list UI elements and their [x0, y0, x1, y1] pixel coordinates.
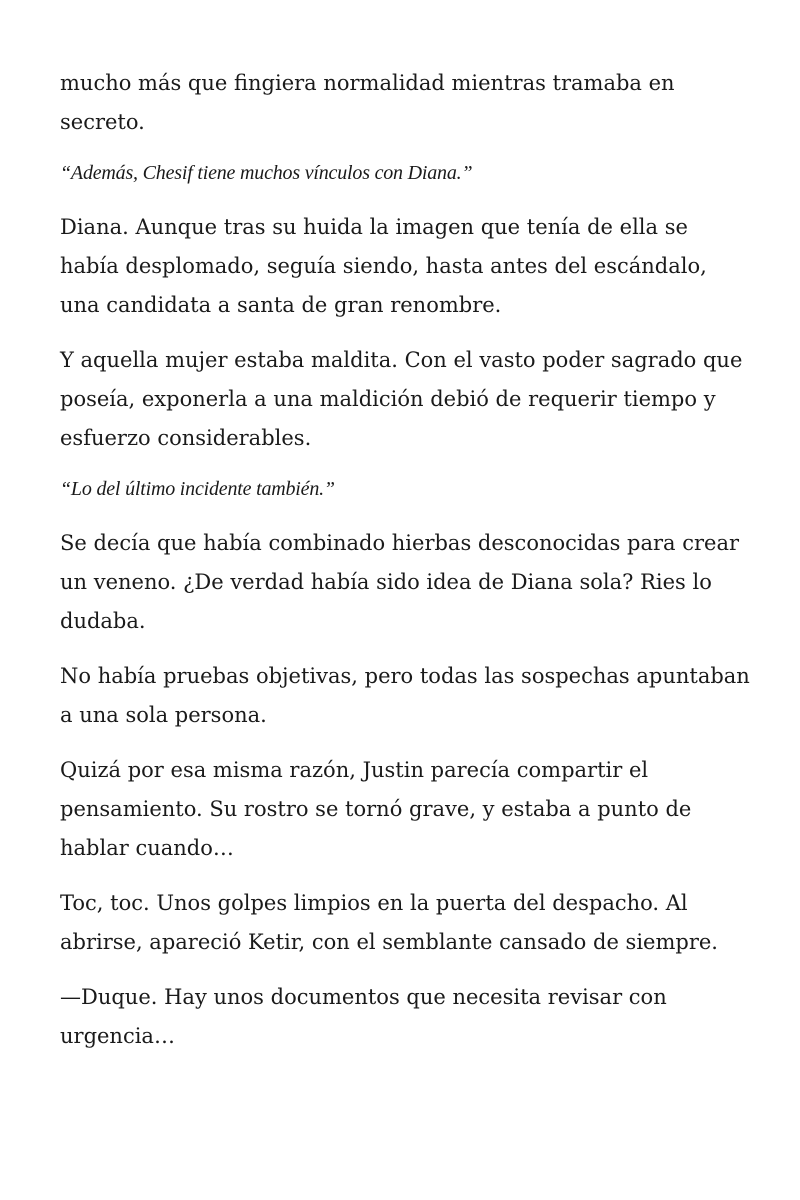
paragraph-7: Toc, toc. Unos golpes limpios en la puerta del despacho. Al abrirse, apareció Ketir, con el semblante cansado de siempre. [60, 891, 718, 954]
thought-line-2: “Lo del último incidente también.” [60, 478, 335, 500]
paragraph-6: Quizá por esa misma razón, Justin parecía compartir el pensamiento. Su rostro se tornó grave, y estaba a punto de hablar cuando… [60, 758, 692, 860]
paragraph-2: Diana. Aunque tras su huida la imagen que tenía de ella se había desplomado, seguía siendo, hasta antes del escándalo, una candidata a santa de gran renombre. [60, 215, 707, 317]
thought-line-1: “Además, Chesif tiene muchos vínculos con Diana.” [60, 162, 473, 184]
paragraph-3: Y aquella mujer estaba maldita. Con el vasto poder sagrado que poseía, exponerla a una maldición debió de requerir tiempo y esfuerzo considerables. [60, 348, 743, 450]
paragraph-5: No había pruebas objetivas, pero todas las sospechas apuntaban a una sola persona. [60, 664, 750, 727]
reader-page [60, 64, 750, 1072]
paragraph-1: mucho más que fingiera normalidad mientras tramaba en secreto. [60, 71, 675, 134]
paragraph-8: —Duque. Hay unos documentos que necesita revisar con urgencia… [60, 985, 667, 1048]
paragraph-4: Se decía que había combinado hierbas desconocidas para crear un veneno. ¿De verdad había sido idea de Diana sola? Ries lo dudaba. [60, 531, 740, 633]
